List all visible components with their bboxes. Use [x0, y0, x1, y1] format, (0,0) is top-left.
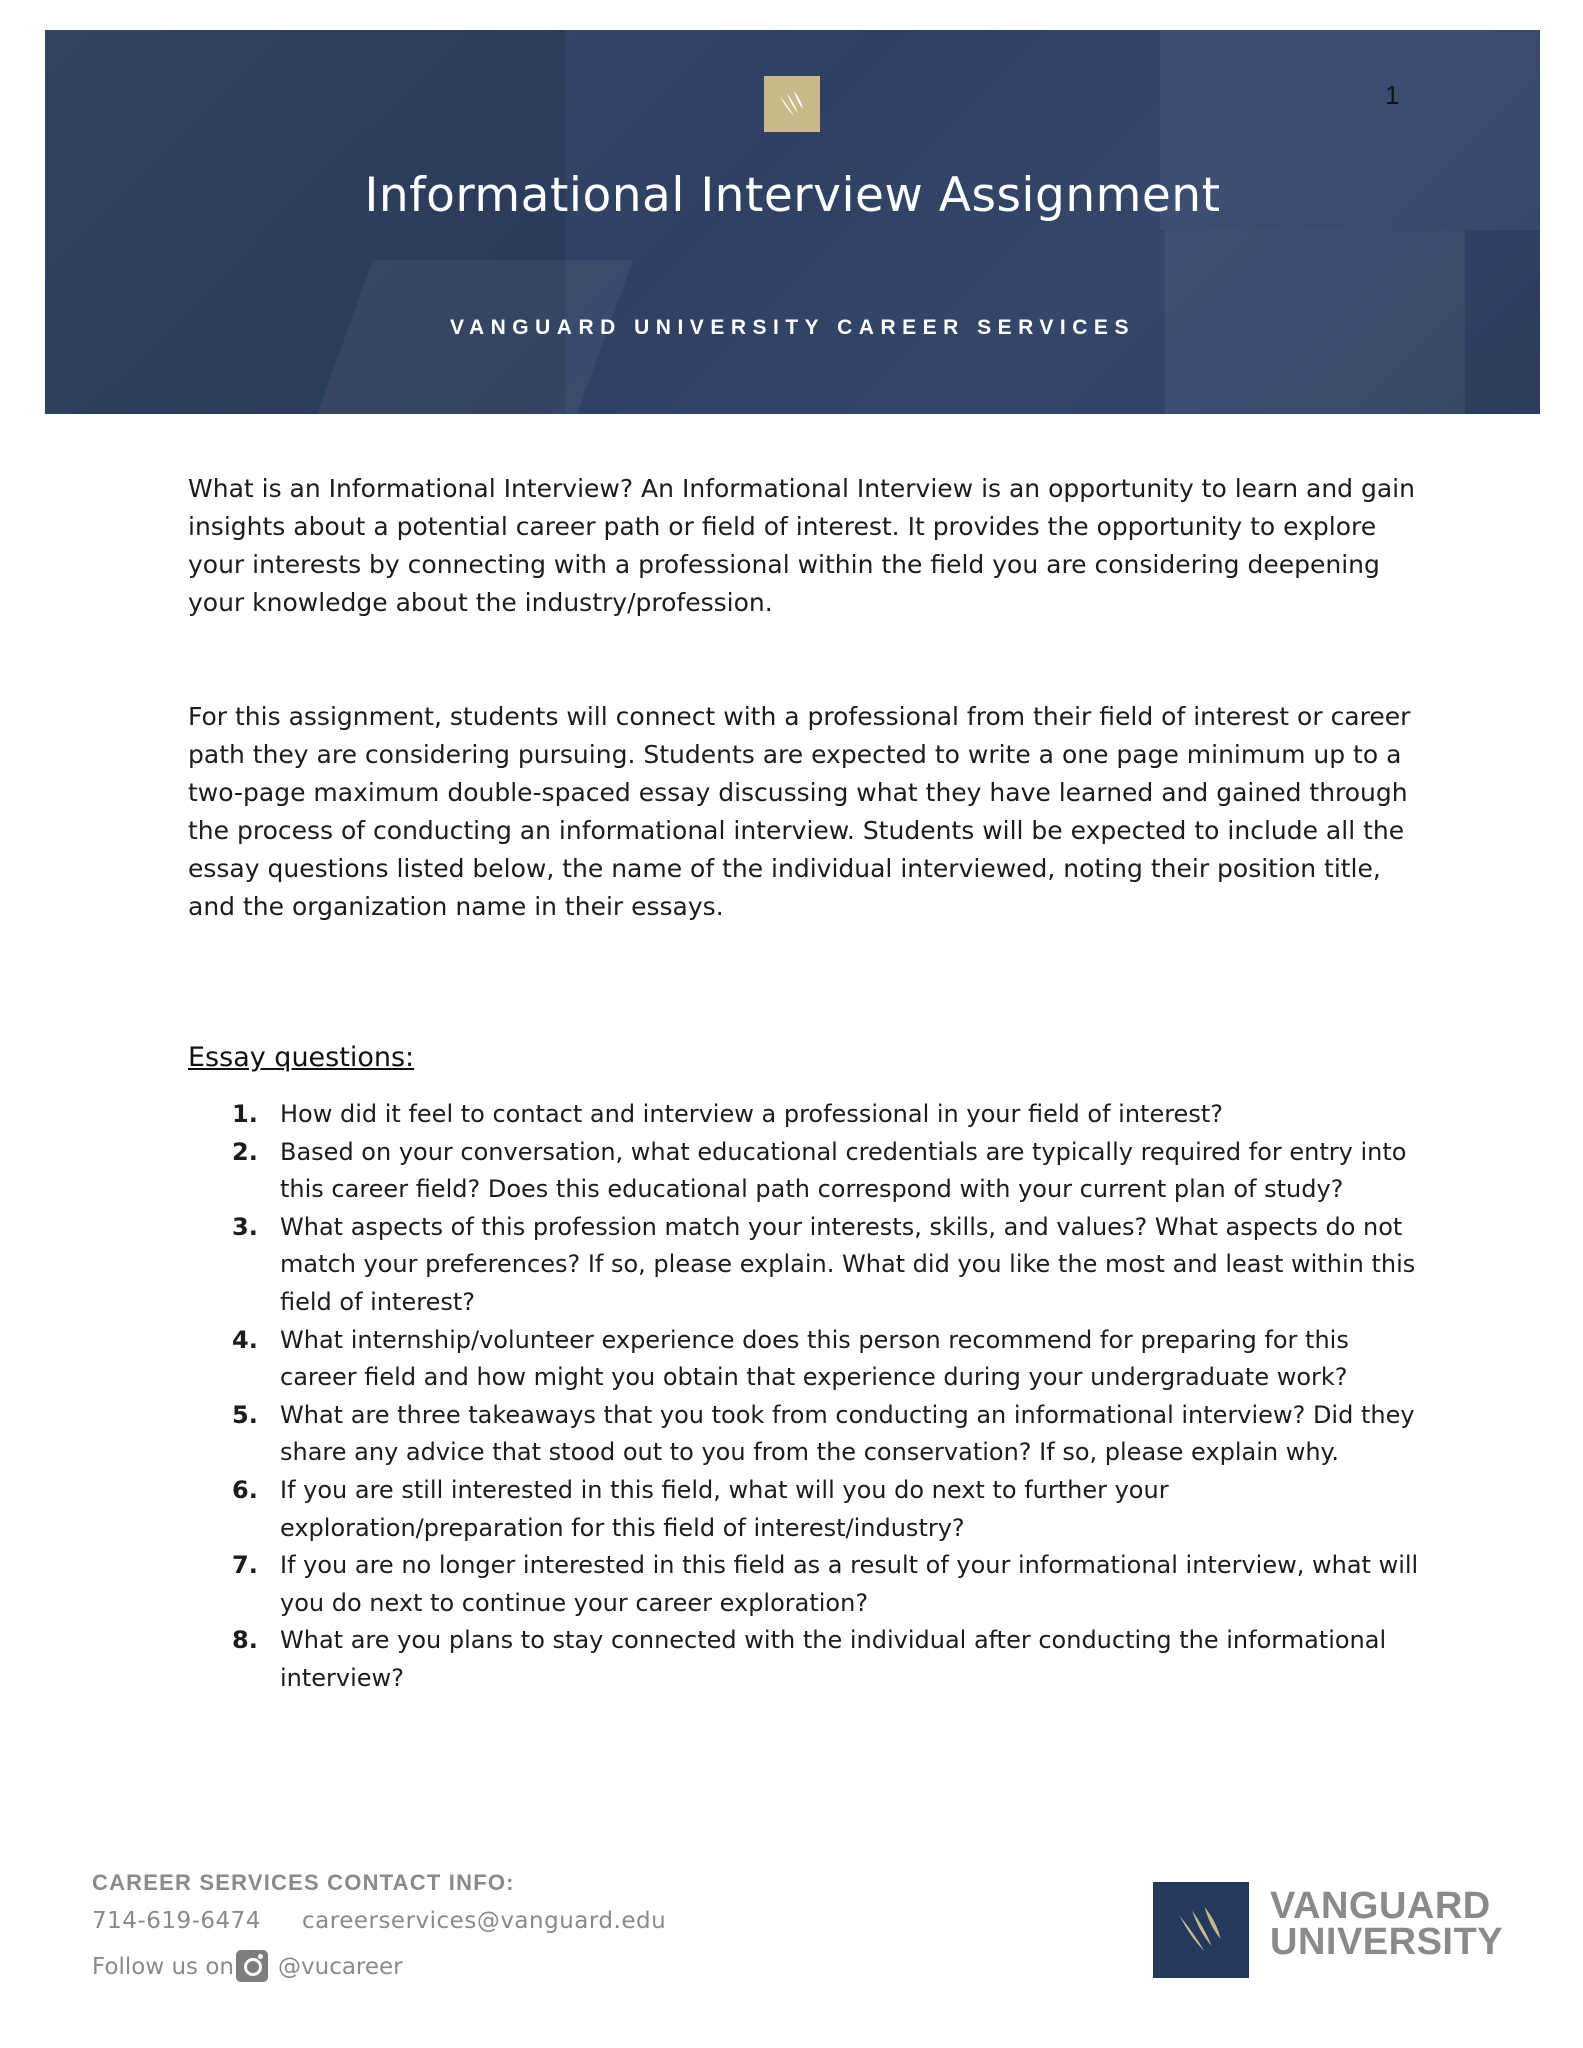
assignment-paragraph: For this assignment, students will connect with a professional from their field of interest or career path they are considering pursuing. Students are expected to write a one page minimum up to a two-page maximum double-spaced essay discussing what they have learned and gained through the process of conducting an informational interview. Students will be expected to include all the essay questions listed below, the name of the individual interviewed, noting their position title, and the organization name in their essays. — [188, 702, 1411, 921]
essay-questions-list — [230, 1096, 1430, 1698]
instagram-icon[interactable] — [236, 1950, 268, 1982]
feather-mark-icon — [1169, 1898, 1233, 1962]
vanguard-university-logo-icon — [1153, 1882, 1249, 1978]
list-item — [230, 1547, 1430, 1622]
question-text: What are three takeaways that you took from conducting an informational interview? Did they share any advice that stood out to you from the conservation? If so, please explain why. — [280, 1400, 1415, 1467]
list-item — [230, 1096, 1430, 1134]
essay-questions-heading: Essay questions: — [188, 1042, 415, 1073]
page-subtitle: VANGUARD UNIVERSITY CAREER SERVICES — [450, 316, 1135, 339]
question-text: If you are no longer interested in this field as a result of your informational interview, what will you do next to continue your career exploration? — [280, 1551, 1419, 1617]
feather-mark-icon — [774, 86, 810, 122]
intro-paragraph: What is an Informational Interview? An Informational Interview is an opportunity to learn and gain insights about a potential career path or field of interest. It provides the opportunity to explore your interests by connecting with a professional within the field you are considering deepening your knowledge about the industry/profession. — [188, 474, 1415, 617]
list-item — [230, 1622, 1430, 1697]
question-text: Based on your conversation, what educational credentials are typically required for entry into this career field? Does this educational path correspond with your current plan of study? — [280, 1137, 1407, 1204]
contact-info-heading: CAREER SERVICES CONTACT INFO: — [92, 1870, 515, 1895]
question-text: What aspects of this profession match your interests, skills, and values? What aspects do not match your preferences? If so, please explain. What did you like the most and least within this field of interest? — [280, 1212, 1416, 1316]
question-number: 2. — [232, 1137, 258, 1166]
header-banner — [45, 30, 1540, 414]
question-number: 8. — [232, 1626, 258, 1655]
wordmark-line: VANGUARD — [1270, 1885, 1491, 1927]
follow-label: Follow us on — [92, 1954, 234, 1980]
question-text: What internship/volunteer experience does this person recommend for preparing for this career field and how might you obtain that experience during your undergraduate work? — [280, 1325, 1349, 1392]
question-text: If you are still interested in this field, what will you do next to further your exploration/preparation for this field of interest/industry? — [280, 1475, 1169, 1542]
wordmark-line: UNIVERSITY — [1270, 1921, 1504, 1963]
list-item — [230, 1397, 1430, 1472]
question-text: How did it feel to contact and interview a professional in your field of interest? — [280, 1100, 1223, 1128]
contact-email[interactable]: careerservices@vanguard.edu — [302, 1908, 667, 1934]
university-wordmark — [1270, 1885, 1504, 1963]
page-title: Informational Interview Assignment — [364, 168, 1221, 223]
social-handle[interactable]: @vucareer — [278, 1954, 403, 1980]
question-number: 4. — [232, 1325, 258, 1354]
question-text: What are you plans to stay connected with the individual after conducting the informational interview? — [280, 1626, 1387, 1692]
question-number: 3. — [232, 1212, 258, 1241]
page-number: 1 — [1385, 80, 1400, 110]
question-number: 5. — [232, 1400, 258, 1429]
list-item — [230, 1134, 1430, 1209]
question-number: 6. — [232, 1475, 258, 1504]
vanguard-logo-icon — [764, 76, 820, 132]
question-number: 1. — [232, 1100, 258, 1128]
list-item — [230, 1472, 1430, 1547]
list-item — [230, 1322, 1430, 1397]
question-number: 7. — [232, 1551, 258, 1580]
list-item — [230, 1209, 1430, 1322]
contact-phone: 714-619-6474 — [92, 1908, 261, 1934]
